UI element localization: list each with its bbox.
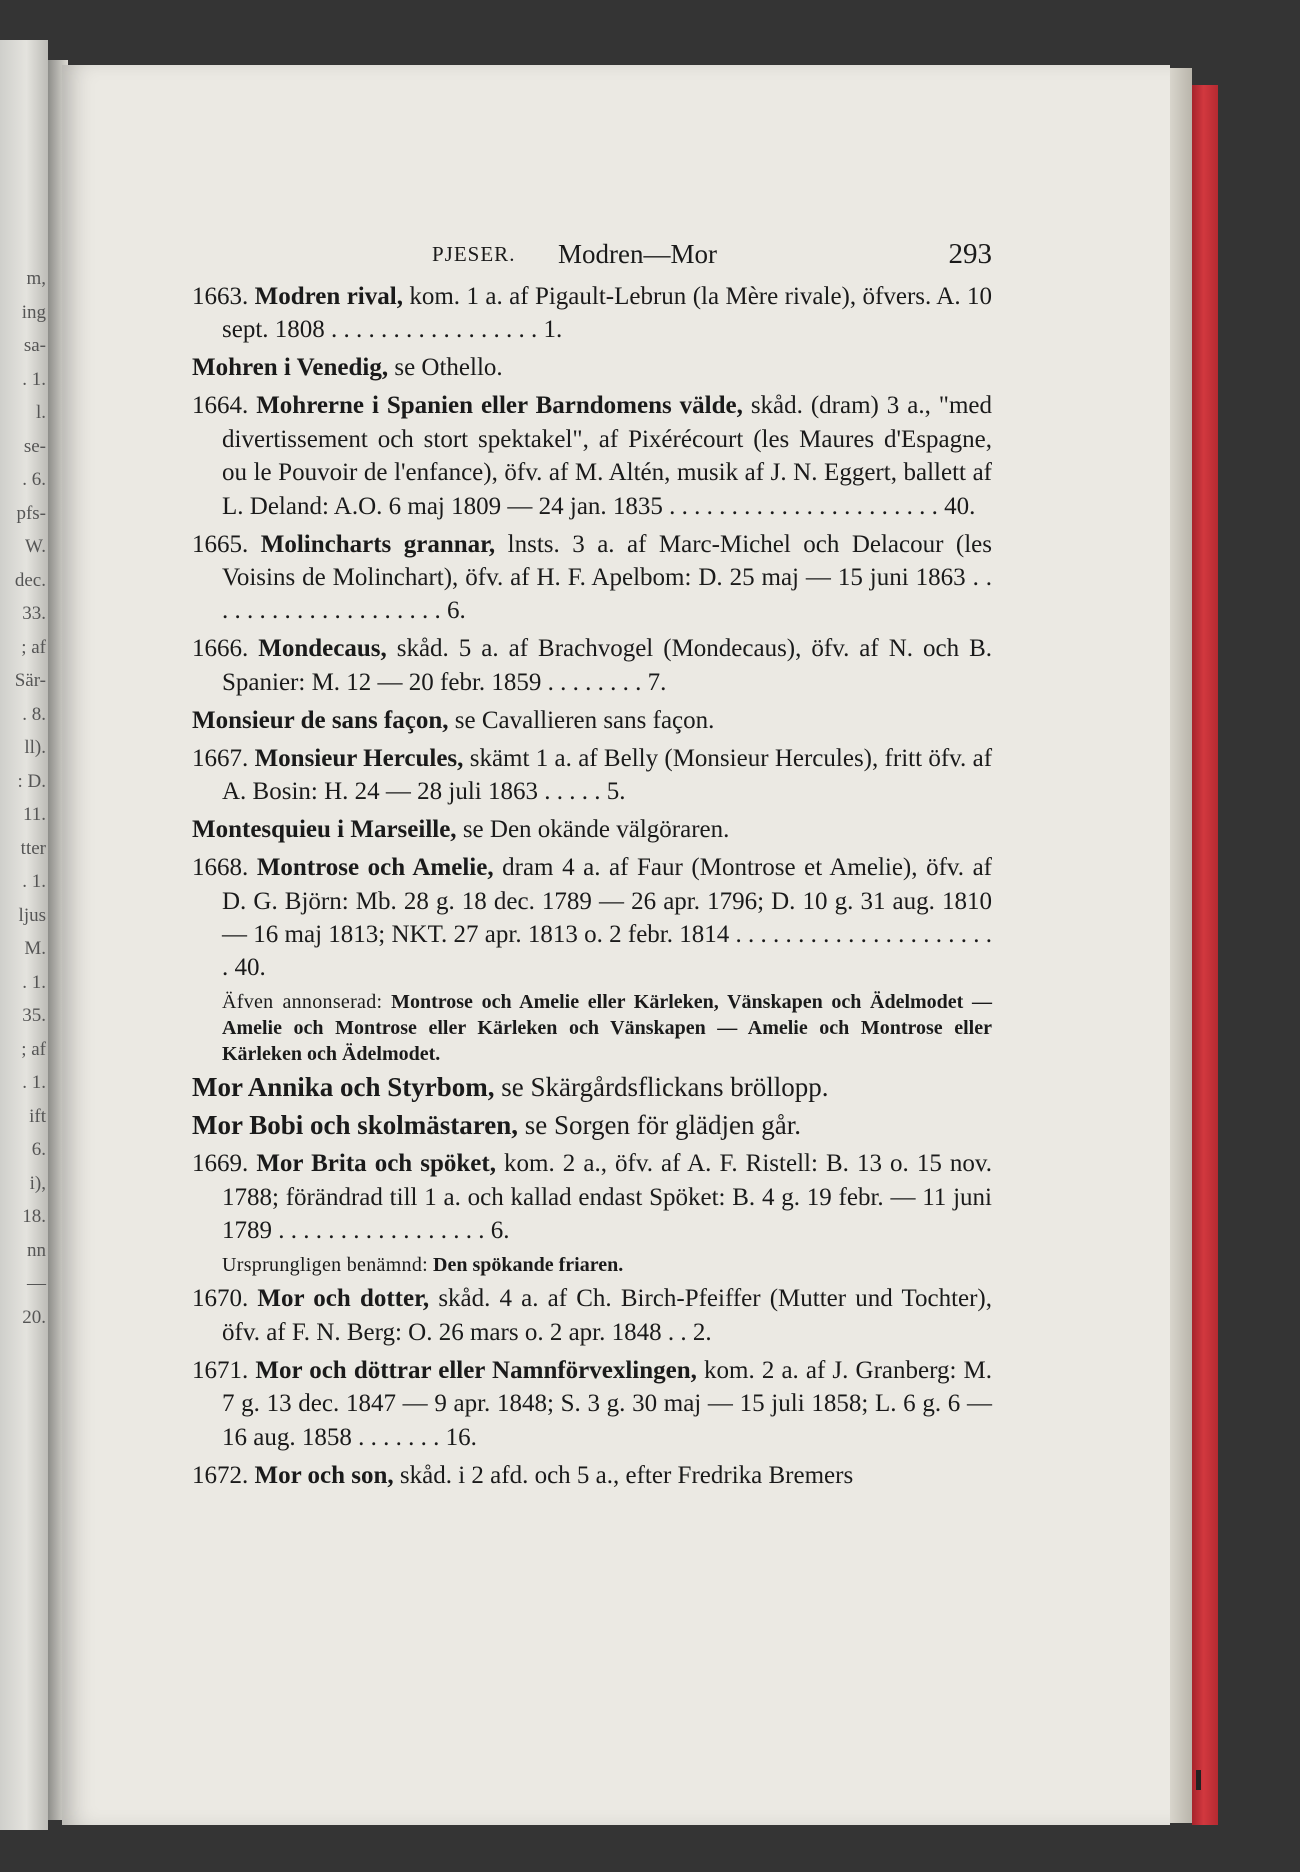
entry-1669 <box>192 1147 992 1247</box>
header-section: PJESER. <box>432 242 516 266</box>
left-page-fragment: l. <box>35 402 46 423</box>
entry <box>192 280 992 347</box>
left-page-fragment: M. <box>24 938 46 959</box>
left-page-fragment: nn <box>27 1239 46 1261</box>
header-range: Modren—Mor <box>558 239 717 269</box>
entry-count: 6. <box>484 1217 510 1245</box>
left-page-fragment: tter <box>20 837 46 859</box>
page-number: 293 <box>948 238 992 270</box>
entry-text: skämt 1 a. af Belly (Monsieur Hercules), fritt öfv. af A. Bosin: H. 24 — 28 juli 1863 <box>222 744 993 806</box>
entry-leader: . . . . . . . . . . . . . . . . . . . . . . <box>662 492 938 520</box>
entry-leader: . . . . . <box>538 778 601 806</box>
entry-leader: . . . . . . . . <box>541 668 642 696</box>
ribbon-mark <box>1196 1770 1201 1790</box>
left-page-fragment: ift <box>29 1105 46 1127</box>
left-page-fragment: . 1. <box>22 971 46 993</box>
entry-count: 16. <box>439 1423 477 1451</box>
entry <box>192 851 992 985</box>
left-page-edge <box>0 40 48 1830</box>
entry <box>192 1282 992 1349</box>
cross-ref-title: Mor Bobi och skolmästaren, <box>192 1110 519 1141</box>
entry <box>192 632 992 699</box>
running-header <box>192 228 992 280</box>
entry-leader: . . . . . . . . . . . . . . . . . <box>324 316 538 344</box>
entry-count: 7. <box>641 668 667 696</box>
entry-title: Mor och dotter, <box>257 1285 430 1313</box>
entry <box>192 1354 992 1454</box>
cross-ref-text: se Sorgen för glädjen går. <box>524 1110 801 1141</box>
entry-count: 40. <box>228 954 266 982</box>
entry-leader: . . <box>661 1318 687 1346</box>
entry-number: 1663. <box>192 283 249 310</box>
left-page-fragment: . 1. <box>22 368 46 390</box>
left-page-fragment: . 6. <box>22 469 46 490</box>
entry-leader: . . . . . . . <box>351 1423 440 1451</box>
entry-text: skåd. (dram) 3 a., "med divertissement och stort spektakel", af Pixérécourt (les Maures d'Espagne, ou le Pouvoir de l'enfance), öfv. af M. Altén, musik af J. N. Eggert, ballett af L. Deland: A.O. 6 maj 1809 — 24 jan. 1835 <box>222 392 992 520</box>
left-page-fragment: W. <box>25 536 46 557</box>
left-page-fragment: 18. <box>22 1206 46 1227</box>
entry-text: se Den okände välgöraren. <box>462 816 730 844</box>
entry-title: Modren rival, <box>254 283 403 310</box>
note-text: Montrose och Amelie eller Kärleken, Vänskapen och Ädelmodet — Amelie och Montrose eller Kärleken och Vänskapen — Amelie och Montrose eller Kärleken och Ädelmodet. <box>222 991 993 1066</box>
entries-list-b <box>192 1282 992 1492</box>
entry-title: Montrose och Amelie, <box>256 854 494 882</box>
entry-number: 1672. <box>192 1461 249 1489</box>
left-page-fragment: 35. <box>22 1005 46 1026</box>
cross-reference <box>192 1071 992 1104</box>
entry-title: Mohren i Venedig, <box>192 354 389 382</box>
entry-text: dram 4 a. af Faur (Montrose et Amelie), öfv. af D. G. Björn: Mb. 28 g. 18 dec. 1789 — 26 apr. 1796; D. 10 g. 31 aug. 1810 — 16 maj 1813; NKT. 27 apr. 1813 o. 2 febr. 1814 <box>222 854 992 949</box>
entry <box>192 742 992 809</box>
entry-number: 1668. <box>192 854 249 882</box>
entry-text: se Othello. <box>394 354 503 382</box>
left-page-fragment: ing <box>21 301 46 323</box>
entry-text: lnsts. 3 a. af Marc-Michel och Delacour (les Voisins de Molinchart), öfv. af H. F. Apelbom: D. 25 maj — 15 juni 1863 <box>222 530 992 592</box>
left-page-fragment: . 1. <box>22 871 46 892</box>
left-page-fragment: se- <box>23 435 46 457</box>
entry-title: Mohrerne i Spanien eller Barndomens välde, <box>256 392 743 420</box>
left-page-fragment: m, <box>26 268 46 289</box>
left-page-fragment: ll). <box>24 737 46 758</box>
entries-list <box>192 280 992 985</box>
entry-title: Mondecaus, <box>258 635 387 663</box>
note-1669 <box>192 1252 992 1278</box>
left-page-fragment: i), <box>29 1172 46 1194</box>
note-label: Äfven annonserad: <box>222 991 383 1014</box>
entry-number: 1670. <box>192 1285 249 1313</box>
entry-number: 1664. <box>192 392 249 420</box>
page-stack-edge <box>1170 68 1192 1823</box>
left-page-fragment: dec. <box>14 569 46 591</box>
entry <box>192 389 992 523</box>
left-page-fragment: sa- <box>23 335 46 356</box>
entry <box>192 704 992 737</box>
entry-title: Mor och son, <box>254 1461 394 1489</box>
entry-count: 5. <box>600 778 626 806</box>
left-page-fragment: pfs- <box>16 502 46 524</box>
red-book-edge <box>1192 85 1218 1825</box>
left-page-fragment: . 8. <box>22 703 46 725</box>
entry-count: 6. <box>440 597 466 625</box>
entry-leader: . . . . . . . . . . . . . . . . . . . . <box>222 564 993 625</box>
entry-title: Monsieur Hercules, <box>254 744 464 772</box>
left-page-fragment: Sär- <box>14 670 46 691</box>
entry-number: 1665. <box>192 530 249 558</box>
entry-text: kom. 2 a., öfv. af A. F. Ristell: B. 13 o. 15 nov. 1788; förändrad till 1 a. och kallad endast Spöket: B. 4 g. 19 febr. — 11 juni 1789 <box>222 1150 993 1245</box>
left-page-fragment: 11. <box>22 804 46 825</box>
entry <box>192 528 992 628</box>
entry-text: kom. 2 a. af J. Granberg: M. 7 g. 13 dec. 1847 — 9 apr. 1848; S. 3 g. 30 maj — 15 juli 1858; L. 6 g. 6 — 16 aug. 1858 <box>222 1356 992 1451</box>
entry-text: se Cavallieren sans façon. <box>454 706 715 734</box>
entry-title: Molincharts grannar, <box>260 530 496 558</box>
entry <box>192 1459 992 1492</box>
left-page-fragment: 6. <box>31 1139 46 1160</box>
entry-count: 2. <box>686 1318 712 1346</box>
cross-reference <box>192 1109 992 1142</box>
note-text: Den spökande friaren. <box>433 1254 624 1277</box>
left-page-fragment: — <box>27 1273 46 1294</box>
entry <box>192 813 992 846</box>
left-page-fragment: . 1. <box>22 1072 46 1093</box>
entry-title: Monsieur de sans façon, <box>192 706 449 734</box>
entry-text: skåd. 4 a. af Ch. Birch-Pfeiffer (Mutter und Tochter), öfv. af F. N. Berg: O. 26 mars o. 2 apr. 1848 <box>222 1285 993 1346</box>
page-content <box>192 228 992 1497</box>
entry-text: skåd. 5 a. af Brachvogel (Mondecaus), öfv. af N. och B. Spanier: M. 12 — 20 febr. 1859 <box>222 635 993 696</box>
left-page-fragment: ljus <box>18 904 46 926</box>
entry-title: Montesquieu i Marseille, <box>192 816 457 844</box>
cross-ref-text: se Skärgårdsflickans bröllopp. <box>501 1072 829 1103</box>
left-page-fragment: ; af <box>21 1038 46 1060</box>
entry-title: Mor och döttrar eller Namnförvexlingen, <box>255 1356 697 1384</box>
left-page-fragment: ; af <box>21 636 46 658</box>
entry-text: skåd. i 2 afd. och 5 a., efter Fredrika Bremers <box>399 1461 854 1489</box>
entry-number: 1666. <box>192 635 249 663</box>
note-1668 <box>192 989 992 1067</box>
entry-text: kom. 1 a. af Pigault-Lebrun (la Mère rivale), öfvers. A. 10 sept. 1808 <box>222 283 992 344</box>
left-page-fragment: 33. <box>22 603 46 624</box>
entry-number: 1671. <box>192 1356 249 1384</box>
left-page-fragment: 20. <box>22 1306 46 1328</box>
cross-references <box>192 1071 992 1142</box>
entry-count: 40. <box>937 492 976 520</box>
left-page-fragment: : D. <box>17 770 46 792</box>
entry-number: 1669. <box>192 1150 249 1178</box>
entry <box>192 351 992 384</box>
entry-leader: . . . . . . . . . . . . . . . . . . . . . . <box>222 921 992 982</box>
entry-number: 1667. <box>192 744 249 772</box>
entry-count: 1. <box>537 316 563 344</box>
entry-title: Mor Brita och spöket, <box>256 1150 496 1178</box>
entry-leader: . . . . . . . . . . . . . . . . . <box>272 1217 485 1245</box>
cross-ref-title: Mor Annika och Styrbom, <box>192 1072 495 1103</box>
note-label: Ursprungligen benämnd: <box>222 1254 429 1277</box>
